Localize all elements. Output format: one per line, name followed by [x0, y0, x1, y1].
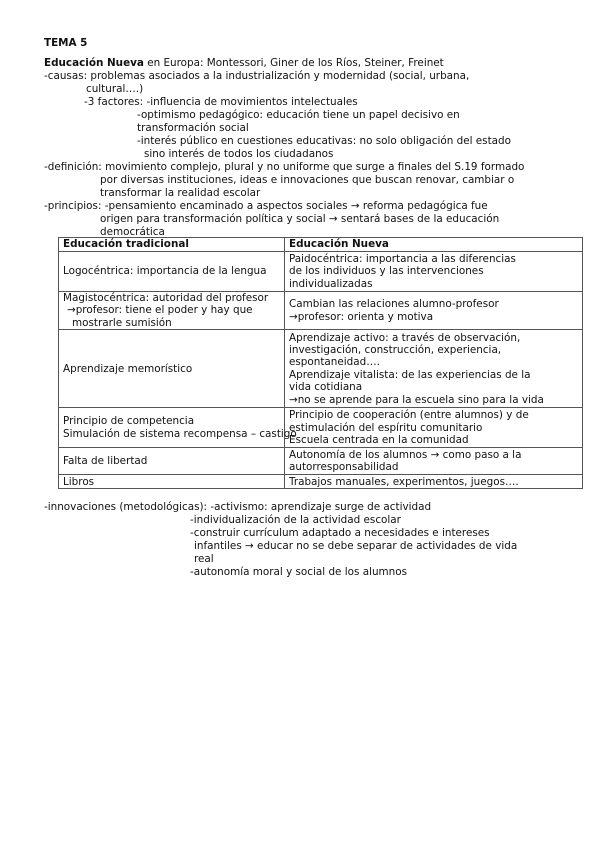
causas-line: transformación social	[137, 122, 249, 134]
table-cell-tradicional	[59, 292, 285, 330]
causas-line: -interés público en cuestiones educativas: no solo obligación del estado	[137, 135, 511, 147]
cell-text: Principio de cooperación (entre alumnos) y de	[289, 409, 529, 422]
definicion-line: transformar la realidad escolar	[100, 187, 261, 199]
table-cell-nueva	[285, 475, 583, 489]
cell-text: Magistocéntrica: autoridad del profesor	[63, 292, 269, 304]
cell-text: Cambian las relaciones alumno-profesor	[289, 298, 499, 311]
cell-text: →profesor: tiene el poder y hay que	[67, 304, 253, 317]
cell-text: Paidocéntrica: importancia a las diferencias	[289, 252, 516, 265]
cell-text: Escuela centrada en la comunidad	[289, 433, 469, 446]
table-cell-tradicional	[59, 252, 285, 292]
table-row	[59, 330, 583, 408]
cell-text: investigación, construcción, experiencia,	[289, 343, 502, 356]
cell-text: Simulación de sistema recompensa – castigo	[63, 427, 297, 440]
table-cell-nueva	[285, 252, 583, 292]
table-header: Educación Nueva	[285, 238, 583, 252]
cell-text: autorresponsabilidad	[289, 461, 399, 474]
table-row	[59, 292, 583, 330]
heading-bold: Educación Nueva	[44, 57, 144, 69]
table-cell-nueva	[285, 448, 583, 475]
table-cell-tradicional	[59, 475, 285, 489]
table-cell-tradicional	[59, 408, 297, 448]
heading-rest: en Europa: Montessori, Giner de los Ríos, Steiner, Freinet	[143, 57, 444, 69]
table-row	[59, 408, 583, 448]
principios-line: democrática	[100, 226, 165, 238]
cell-text: individualizadas	[289, 277, 373, 290]
cell-text: →no se aprende para la escuela sino para la vida	[289, 393, 544, 406]
table-header: Educación tradicional	[59, 238, 285, 252]
cell-text: Falta de libertad	[63, 455, 148, 468]
cell-text: Aprendizaje vitalista: de las experiencias de la	[289, 368, 531, 381]
cell-text: Libros	[63, 475, 95, 488]
causas-line: sino interés de todos los ciudadanos	[144, 148, 334, 160]
principios-line: -principios: -pensamiento encaminado a aspectos sociales → reforma pedagógica fue	[44, 200, 488, 212]
table-row	[59, 475, 583, 489]
table-row	[59, 448, 583, 475]
definicion-line: -definición: movimiento complejo, plural y no uniforme que surge a finales del S.19 formado	[44, 161, 525, 173]
cell-text: vida cotidiana	[289, 381, 363, 394]
definicion-line: por diversas instituciones, ideas e innovaciones que buscan renovar, cambiar o	[100, 174, 515, 186]
innovaciones-line: -construir currículum adaptado a necesidades e intereses	[190, 527, 490, 539]
table-cell-tradicional	[59, 448, 285, 475]
causas-line: -causas: problemas asociados a la industrialización y modernidad (social, urbana,	[44, 70, 470, 82]
heading-line	[44, 57, 444, 69]
cell-text: Trabajos manuales, experimentos, juegos….	[289, 475, 519, 488]
table-row	[59, 252, 583, 292]
comparison-table	[58, 237, 583, 489]
cell-text: Autonomía de los alumnos → como paso a la	[289, 448, 522, 461]
table-cell-nueva	[285, 330, 583, 408]
cell-text: espontaneidad….	[289, 356, 380, 369]
table-cell-nueva	[285, 292, 583, 330]
cell-text: Logocéntrica: importancia de la lengua	[63, 265, 267, 278]
table-cell-nueva	[285, 408, 583, 448]
innovaciones-line: -autonomía moral y social de los alumnos	[190, 566, 408, 578]
principios-line: origen para transformación política y social → sentará bases de la educación	[100, 213, 500, 225]
page-title: TEMA 5	[44, 37, 88, 49]
causas-line: -optimismo pedagógico: educación tiene un papel decisivo en	[137, 109, 460, 121]
table-cell-tradicional	[59, 330, 285, 408]
cell-text: de los individuos y las intervenciones	[289, 265, 484, 278]
innovaciones-line: -innovaciones (metodológicas): -activismo: aprendizaje surge de actividad	[44, 501, 432, 513]
cell-text: Aprendizaje activo: a través de observación,	[289, 331, 521, 344]
cell-text: →profesor: orienta y motiva	[289, 310, 434, 323]
innovaciones-line: real	[194, 553, 214, 565]
causas-line: cultural….)	[86, 83, 144, 95]
innovaciones-line: -individualización de la actividad escolar	[190, 514, 401, 526]
innovaciones-line: infantiles → educar no se debe separar de actividades de vida	[194, 540, 518, 552]
cell-text: estimulación del espíritu comunitario	[289, 421, 483, 434]
cell-text: Principio de competencia	[63, 415, 195, 428]
table-header-row	[59, 238, 583, 252]
cell-text: Aprendizaje memorístico	[63, 362, 193, 375]
causas-line: -3 factores: -influencia de movimientos intelectuales	[84, 96, 358, 108]
cell-text: mostrarle sumisión	[72, 316, 172, 329]
